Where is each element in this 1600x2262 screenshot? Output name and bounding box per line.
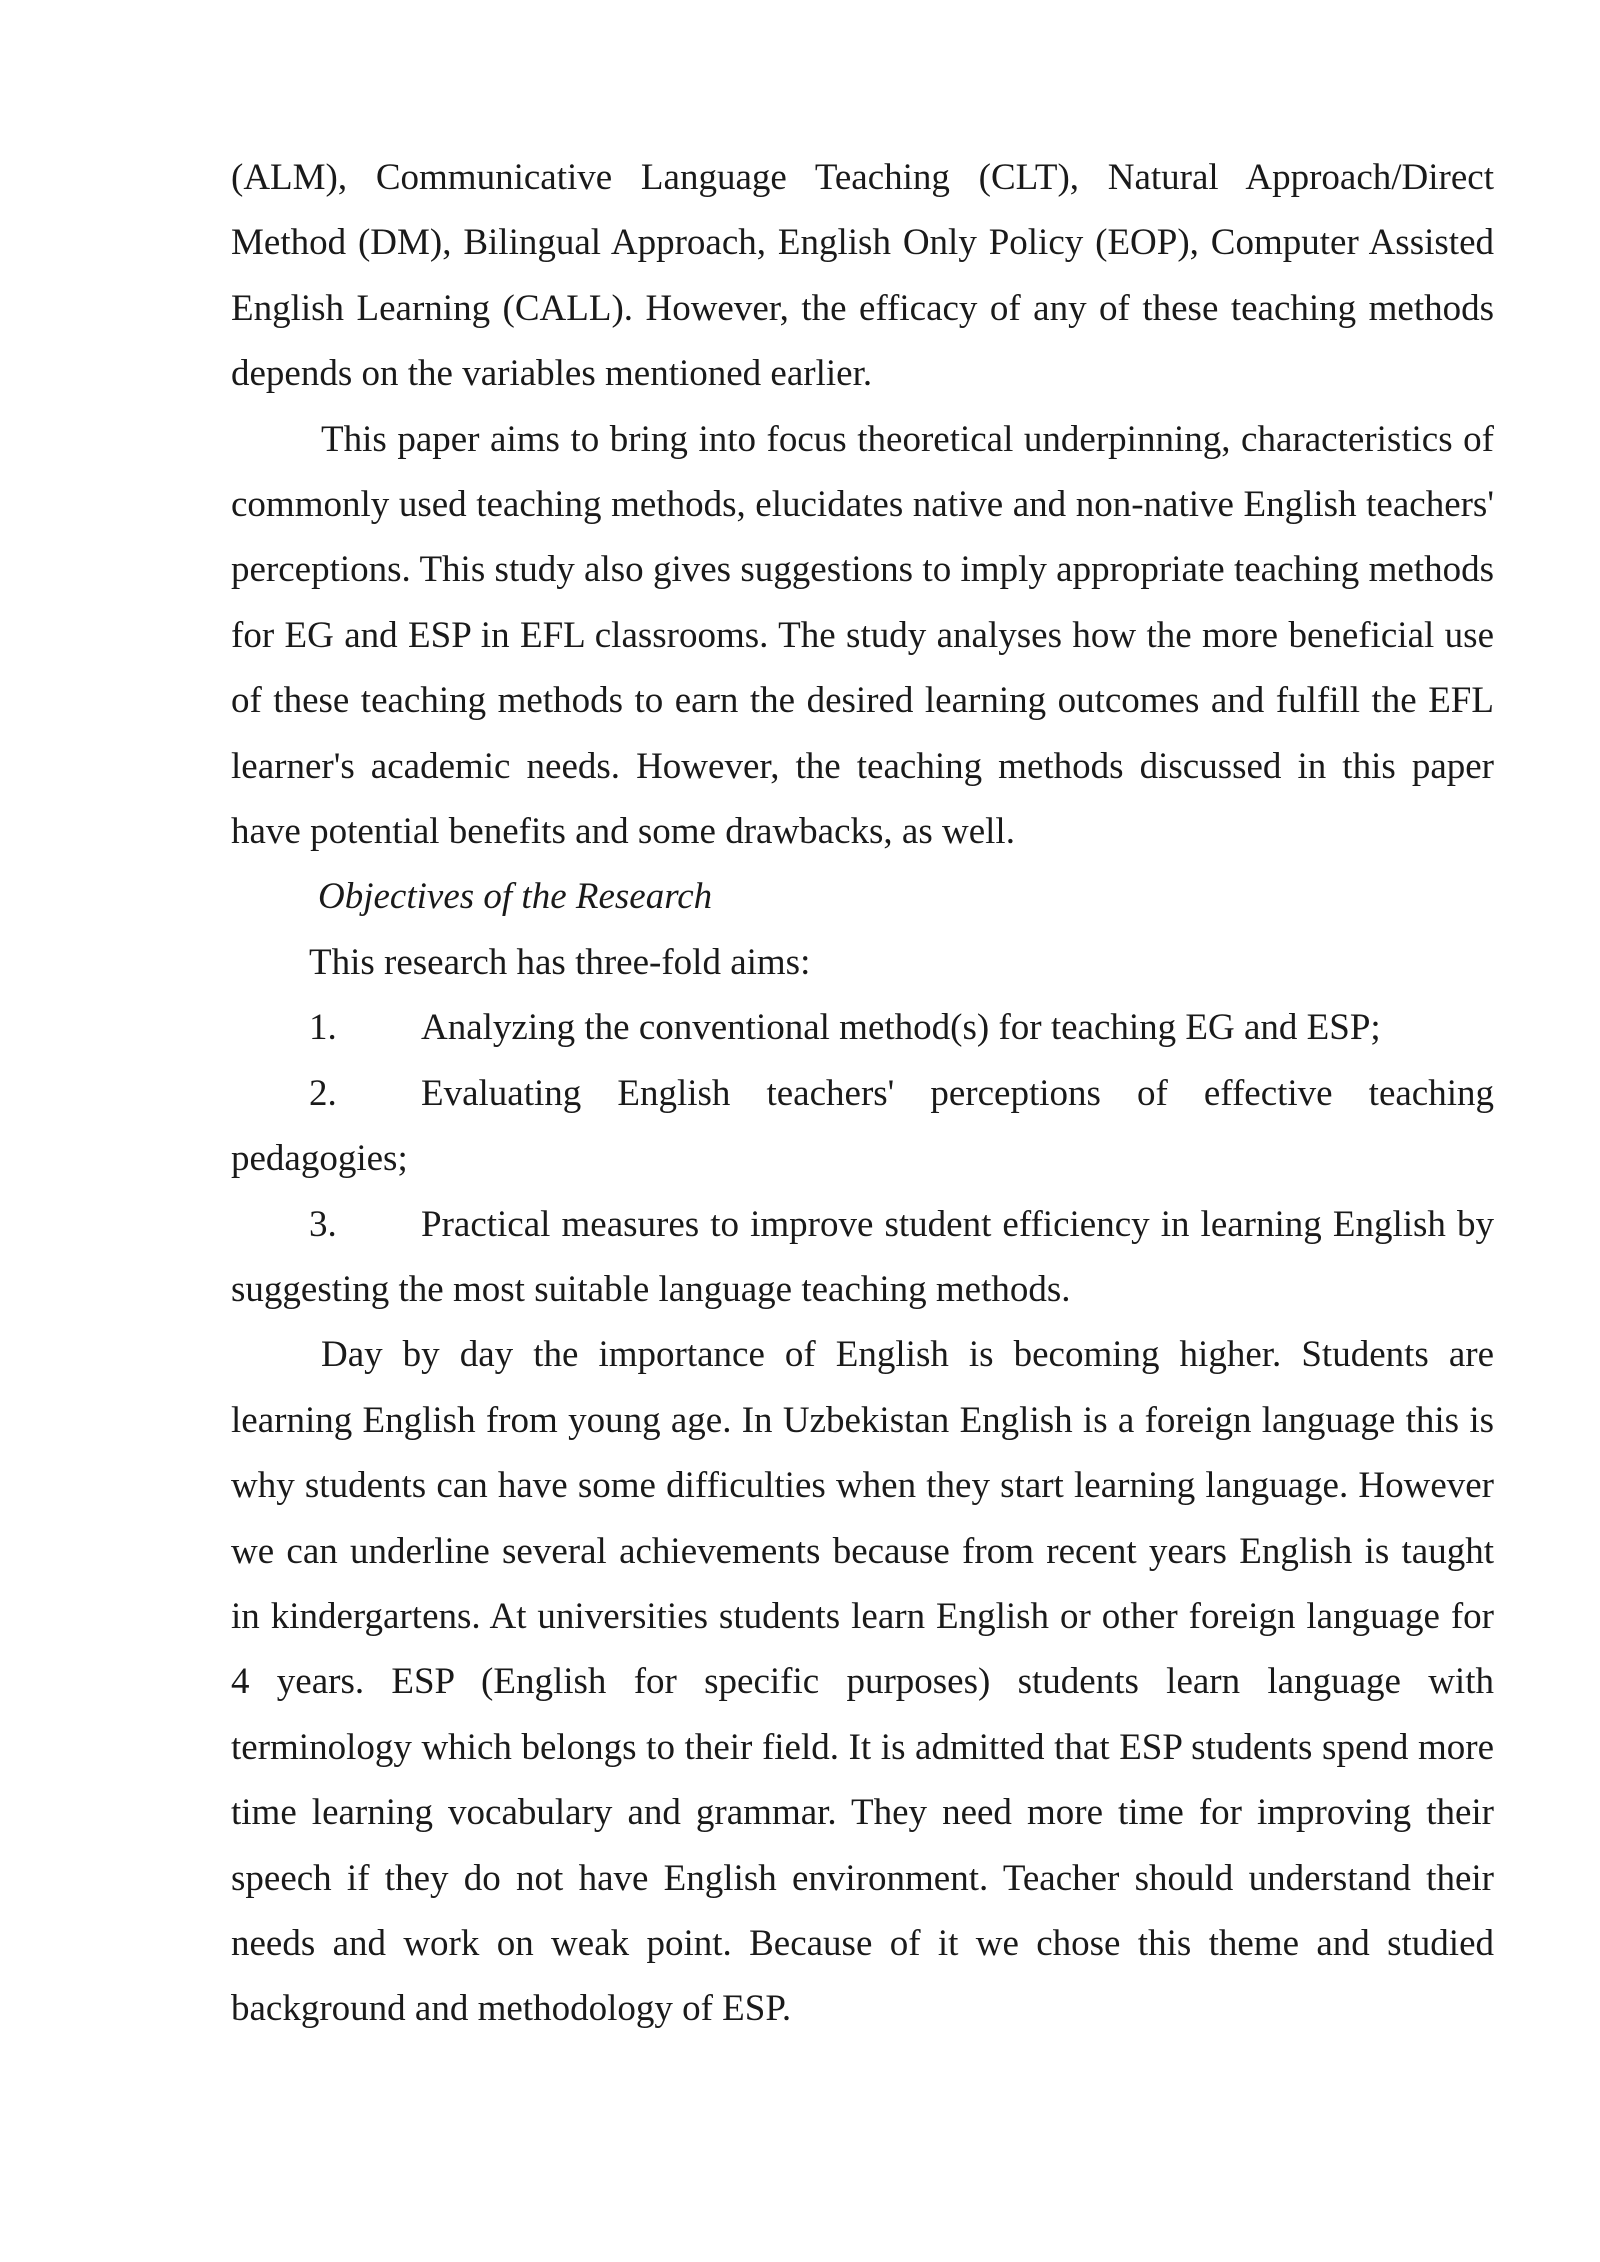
aim-item-2 bbox=[231, 1061, 1494, 1192]
paragraph-paper-aims: This paper aims to bring into focus theoretical underpinning, characteristics of commonly used teaching methods, elucidates native and non-native English teachers' perceptions. This study also gives suggestions to imply appropriate teaching methods for EG and ESP in EFL classrooms. The study analyses how the more beneficial use of these teaching methods to earn the desired learning outcomes and fulfill the EFL learner's academic needs. However, the teaching methods discussed in this paper have potential benefits and some drawbacks, as well. bbox=[231, 418, 1494, 853]
aim-number: 3. bbox=[309, 1203, 337, 1245]
aim-text: Evaluating English teachers' perceptions of effective teaching pedagogies; bbox=[231, 1072, 1494, 1180]
aim-text: Analyzing the conventional method(s) for teaching EG and ESP; bbox=[421, 1007, 1381, 1049]
aim-number: 2. bbox=[309, 1072, 337, 1114]
aim-item-1 bbox=[231, 995, 1494, 1060]
aims-intro: This research has three-fold aims: bbox=[309, 941, 811, 983]
paragraph-methods-list: (ALM), Communicative Language Teaching (CLT), Natural Approach/Direct Method (DM), Bilingual Approach, English Only Policy (EOP), Computer Assisted English Learning (CALL). However, the efficacy of any of these teaching methods depends on the variables mentioned earlier. bbox=[231, 157, 1494, 395]
aim-text: Practical measures to improve student efficiency in learning English by suggesting the most suitable language teaching methods. bbox=[231, 1203, 1494, 1310]
body-text bbox=[231, 145, 1494, 2042]
aim-item-3 bbox=[231, 1192, 1494, 1323]
section-heading: Objectives of the Research bbox=[318, 876, 713, 918]
aim-number: 1. bbox=[309, 1007, 337, 1049]
paragraph-importance-of-english: Day by day the importance of English is becoming higher. Students are learning English from young age. In Uzbekistan English is a foreign language this is why students can have some difficulties when they start learning language. However we can underline several achievements because from recent years English is taught in kindergartens. At universities students learn English or other foreign language for 4 years. ESP (English for specific purposes) students learn language with terminology which belongs to their field. It is admitted that ESP students spend more time learning vocabulary and grammar. They need more time for improving their speech if they do not have English environment. Teacher should understand their needs and work on weak point. Because of it we chose this theme and studied background and methodology of ESP. bbox=[231, 1334, 1494, 2030]
